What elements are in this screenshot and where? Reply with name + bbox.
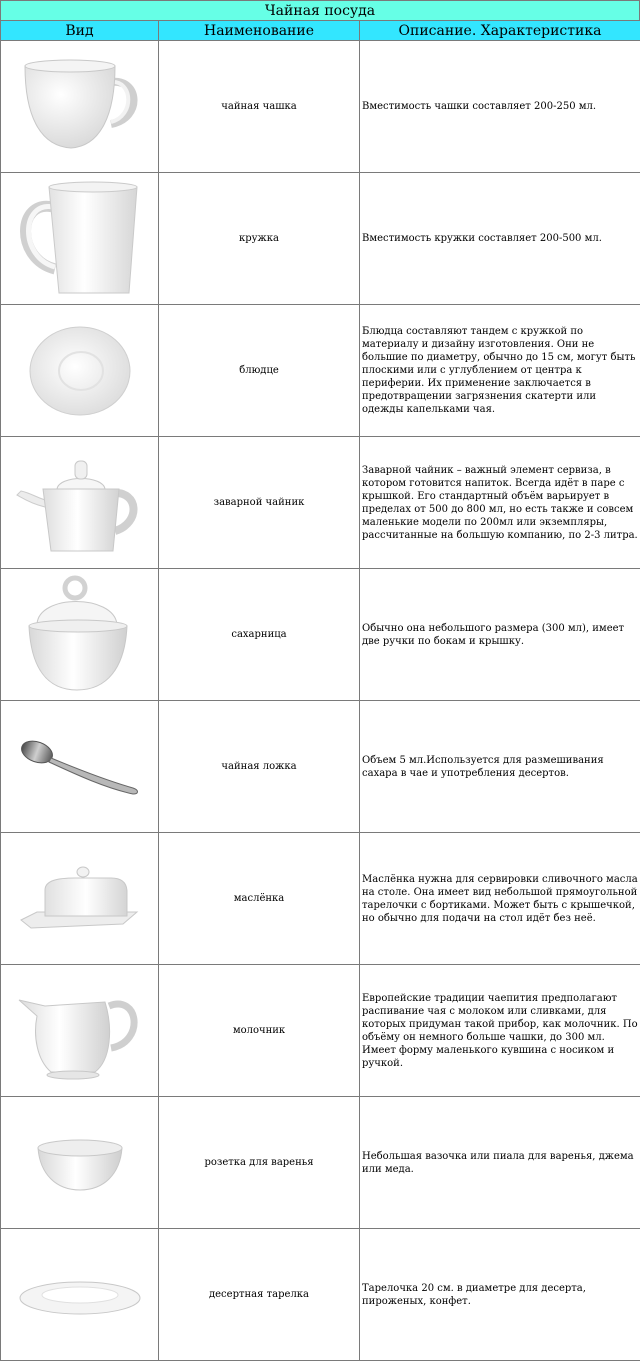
header-name: Наименование — [159, 21, 360, 41]
item-name: заварной чайник — [159, 437, 360, 569]
sugar-bowl-icon — [15, 572, 145, 697]
table-title: Чайная посуда — [0, 0, 640, 20]
header-row — [1, 21, 640, 41]
item-name: десертная тарелка — [159, 1229, 360, 1361]
item-description: Вместимость чашки составляет 200-250 мл. — [360, 41, 640, 173]
item-description: Блюдца составляют тандем с кружкой по материалу и дизайну изготовления. Они не большие по диаметру, обычно до 15 см, могут быть плоскими или с углублением от центра к периферии. Их применение заключается в предотвращении загрязнения скатерти или одежды капельками чая. — [360, 305, 640, 437]
item-name: чайная ложка — [159, 701, 360, 833]
teapot-icon — [15, 445, 145, 560]
table-row — [1, 965, 640, 1097]
item-name: розетка для варенья — [159, 1097, 360, 1229]
table-row — [1, 569, 640, 701]
item-description: Объем 5 мл.Используется для размешивания сахара в чае и употребления десертов. — [360, 701, 640, 833]
creamer-icon — [15, 976, 145, 1086]
table-row — [1, 1229, 640, 1361]
item-name: кружка — [159, 173, 360, 305]
butter-dish-icon — [15, 854, 145, 944]
item-description: Вместимость кружки составляет 200-500 мл. — [360, 173, 640, 305]
item-name: маслёнка — [159, 833, 360, 965]
mug-icon — [15, 179, 145, 299]
item-name: чайная чашка — [159, 41, 360, 173]
item-description: Заварной чайник – важный элемент сервиза, в котором готовится напиток. Всегда идёт в паре с крышкой. Его стандартный объём варьирует в пределах от 500 до 800 мл, но есть также и совсем маленькие модели по 200мл или экземпляры, рассчитанные на большую компанию, по 2-3 литра. — [360, 437, 640, 569]
item-description: Маслёнка нужна для сервировки сливочного масла на столе. Она имеет вид небольшой прямоугольной тарелочки с бортиками. Может быть с крышечкой, но обычно для подачи на стол идёт без неё. — [360, 833, 640, 965]
header-view: Вид — [1, 21, 159, 41]
table-row — [1, 833, 640, 965]
dessert-plate-icon — [15, 1270, 145, 1320]
table-row — [1, 305, 640, 437]
teacup-icon — [15, 52, 145, 162]
item-name: сахарница — [159, 569, 360, 701]
item-name: молочник — [159, 965, 360, 1097]
table-row — [1, 173, 640, 305]
header-description: Описание. Характеристика — [360, 21, 640, 41]
teaspoon-icon — [15, 732, 145, 802]
table-row — [1, 1097, 640, 1229]
item-description: Европейские традиции чаепития предполагают распивание чая с молоком или сливками, для которых придуман такой прибор, как молочник. По объёму он немного больше чашки, до 300 мл. Имеет форму маленького кувшина с носиком и ручкой. — [360, 965, 640, 1097]
table-row — [1, 41, 640, 173]
saucer-icon — [25, 321, 135, 421]
item-description: Небольшая вазочка или пиала для варенья, джема или меда. — [360, 1097, 640, 1229]
tableware-table — [0, 20, 640, 1361]
table-row — [1, 701, 640, 833]
jam-bowl-icon — [30, 1128, 130, 1198]
table-row — [1, 437, 640, 569]
item-description: Обычно она небольшого размера (300 мл), имеет две ручки по бокам и крышку. — [360, 569, 640, 701]
item-description: Тарелочка 20 см. в диаметре для десерта, пироженых, конфет. — [360, 1229, 640, 1361]
item-name: блюдце — [159, 305, 360, 437]
